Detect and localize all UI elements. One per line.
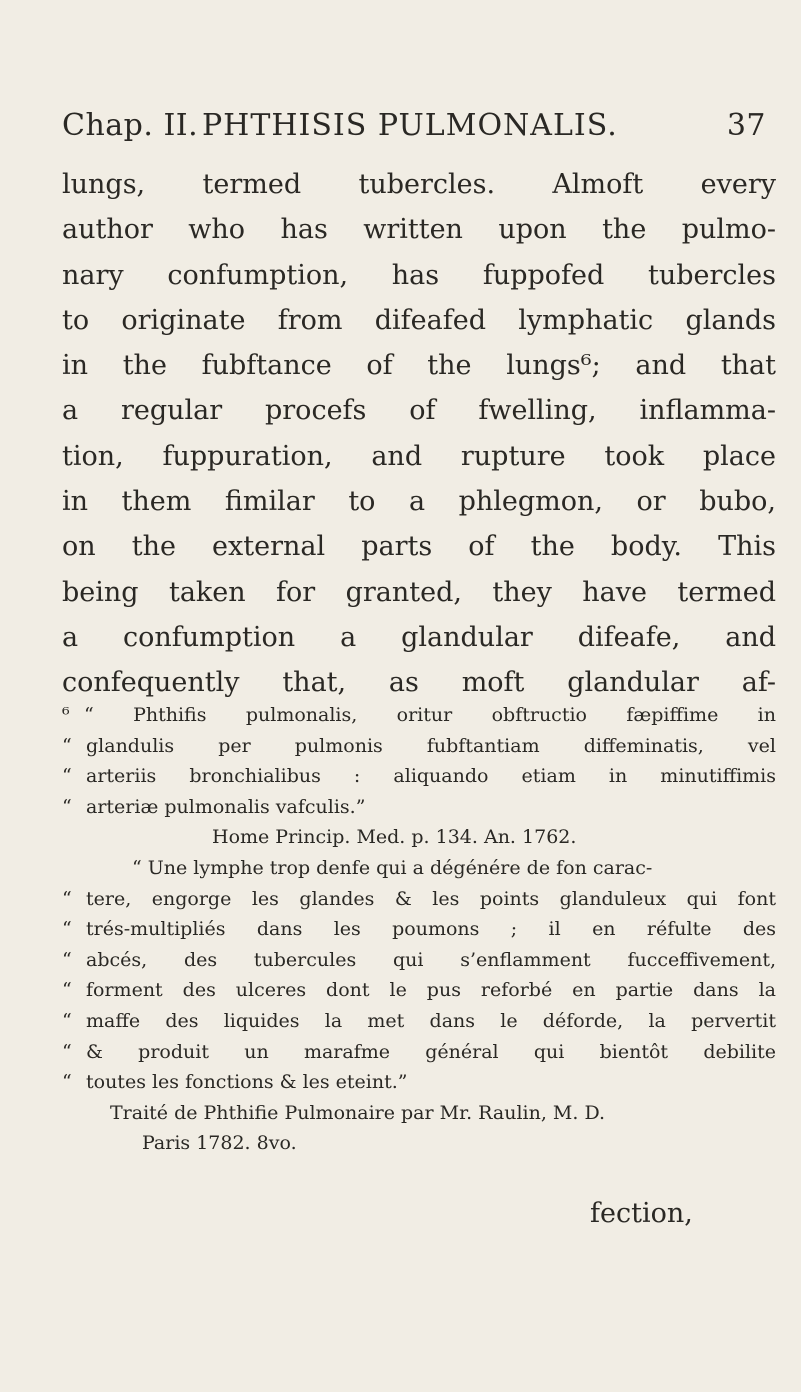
footnote-text: & produit un marafme général qui bientôt debilite bbox=[86, 1040, 776, 1063]
catchword: fection, bbox=[590, 1198, 693, 1229]
footnote-line bbox=[62, 1037, 776, 1068]
text-line: in them fimilar to a phlegmon, or bubo, bbox=[62, 486, 776, 518]
text-line: in the fubftance of the lungs⁶; and that bbox=[62, 350, 776, 382]
footnote-line bbox=[62, 975, 776, 1006]
text-line: tion, fuppuration, and rupture took place bbox=[62, 440, 776, 472]
main-text bbox=[62, 162, 776, 706]
footnote-text: arteriis bronchialibus : aliquando etiam in minutiffimis bbox=[86, 765, 776, 788]
footnote-line bbox=[62, 884, 776, 915]
page-title: PHTHISIS PULMONALIS. bbox=[202, 108, 618, 143]
quote-mark: “ bbox=[62, 1071, 72, 1094]
text-line: nary confumption, has fuppofed tubercles bbox=[62, 259, 776, 291]
footnote-line bbox=[62, 945, 776, 976]
text-line: lungs, termed tubercles. Almoft every bbox=[62, 169, 776, 200]
footnote-text: toutes les fonctions & les eteint.” bbox=[86, 1071, 408, 1094]
quote-mark: “ bbox=[62, 948, 72, 971]
text-line: a regular procefs of fwelling, inflamma- bbox=[62, 395, 776, 427]
footnote-text: “ Phthifis pulmonalis, oritur obftructio fæpiffime in bbox=[84, 704, 776, 726]
footnote-text: tere, engorge les glandes & les points glanduleux qui font bbox=[86, 887, 776, 910]
footnote-marker: ⁶ bbox=[62, 704, 70, 726]
footnote-text: glandulis per pulmonis fubftantiam diffeminatis, vel bbox=[86, 734, 776, 757]
footnote-text: arteriæ pulmonalis vafculis.” bbox=[86, 795, 366, 818]
footnote-line bbox=[62, 700, 776, 731]
footnote-text: forment des ulceres dont le pus reforbé en partie dans la bbox=[86, 979, 776, 1002]
footnote-line bbox=[62, 914, 776, 945]
text-line: a confumption a glandular difeafe, and bbox=[62, 621, 776, 653]
quote-mark: “ bbox=[62, 734, 72, 757]
footnote-line bbox=[62, 731, 776, 762]
footnote-line: “ Une lymphe trop denfe qui a dégénére de fon carac- bbox=[132, 856, 653, 879]
page-number: 37 bbox=[726, 108, 766, 143]
footnote-text: trés-multipliés dans les poumons ; il en réfulte des bbox=[86, 918, 776, 941]
quote-mark: “ bbox=[62, 765, 72, 788]
text-line: confequently that, as moft glandular af- bbox=[62, 667, 776, 699]
footnote-line bbox=[62, 761, 776, 792]
quote-mark: “ bbox=[62, 795, 72, 818]
quote-mark: “ bbox=[62, 1040, 72, 1063]
footnote-line bbox=[62, 1067, 776, 1098]
quote-mark: “ bbox=[62, 918, 72, 941]
citation: Home Princip. Med. p. 134. An. 1762. bbox=[212, 826, 577, 849]
text-line: on the external parts of the body. This bbox=[62, 531, 776, 563]
citation: Traité de Phthifie Pulmonaire par Mr. Raulin, M. D. bbox=[110, 1101, 606, 1124]
chapter-label: Chap. II. bbox=[62, 108, 199, 143]
quote-mark: “ bbox=[62, 887, 72, 910]
footnotes bbox=[62, 700, 776, 1159]
text-line: being taken for granted, they have termed bbox=[62, 576, 776, 608]
footnote-line bbox=[62, 1006, 776, 1037]
citation: Paris 1782. 8vo. bbox=[142, 1132, 297, 1155]
footnote-text: abcés, des tubercules qui s’enflamment fucceffivement, bbox=[86, 948, 776, 971]
quote-mark: “ bbox=[62, 1009, 72, 1032]
footnote-line bbox=[62, 792, 776, 823]
text-line: author who has written upon the pulmo- bbox=[62, 214, 776, 246]
text-line: to originate from difeafed lymphatic glands bbox=[62, 304, 776, 336]
footnote-text: maffe des liquides la met dans le déforde, la pervertit bbox=[86, 1009, 776, 1032]
quote-mark: “ bbox=[62, 979, 72, 1002]
